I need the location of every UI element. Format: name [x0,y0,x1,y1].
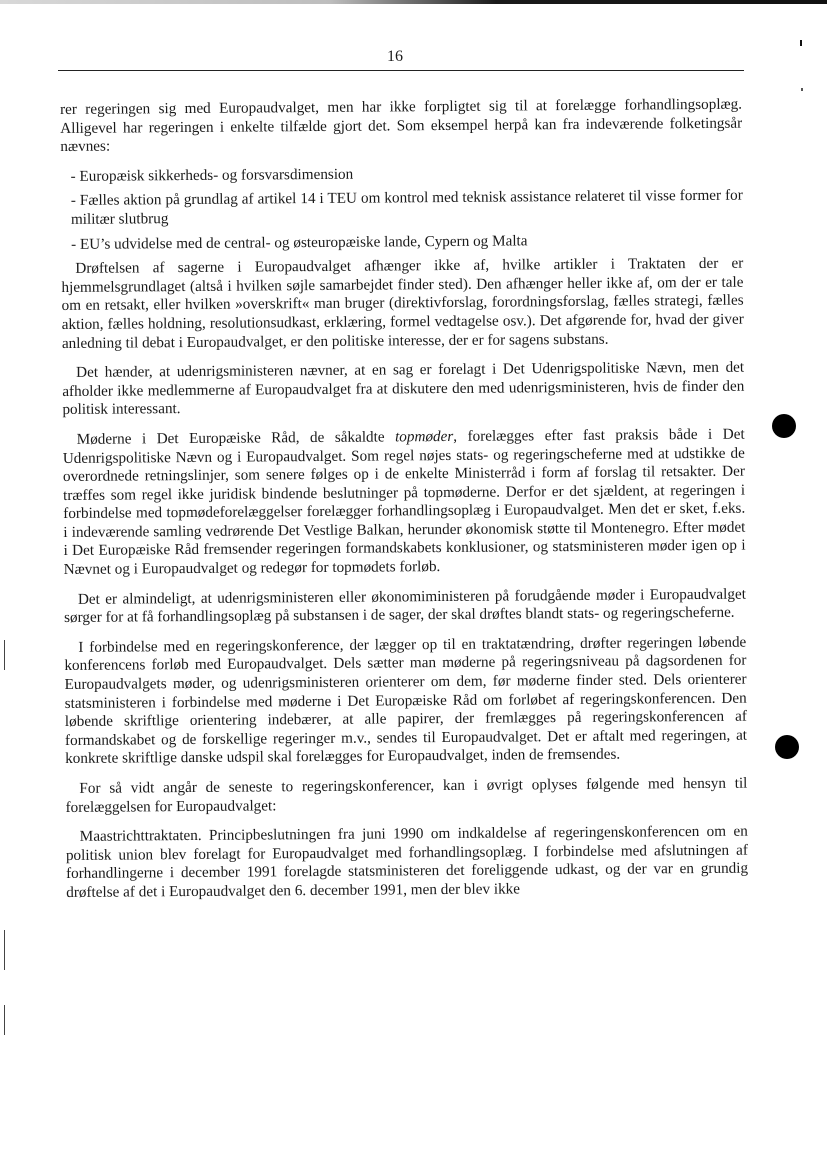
scan-edge-mark [4,640,5,670]
list-item: - Fælles aktion på grundlag af artikel 14 i TEU om kontrol med teknisk assistance relateret til visse former for militær slutbrug [70,187,743,228]
page-number: 16 [387,48,403,65]
paragraph: Maastrichttraktaten. Principbeslutningen fra juni 1990 om indkaldelse af regeringenskonferencen om en politisk union blev forelagt for Europaudvalget med forhandlingsoplæg. I forbindelse med afslutningen af forhandlingerne i december 1991 forelagde statsministeren det foreliggende udkast, og der var en grundig drøftelse af det i Europaudvalget den 6. december 1991, men der blev ikke [65,822,749,901]
scan-speck [801,88,803,91]
paragraph-text: , forelægges efter fast praksis både i Det Udenrigspolitiske Nævn og i Europaudvalget. Som regel nøjes stats- og regeringscheferne med at udstikke de overordnede retningslinjer, som senere følges op i de enkelte Ministerråd i form af forslag til retsakter. Der træffes som regel ikke juridisk bindende beslutninger på topmøderne. Derfor er det sjældent, at regeringen i forbindelse med topmødeforelæggelser forelægger forhandlingsoplæg i Europaudvalget. Men det er sket, f.eks. i indeværende samling vedrørende Det Vestlige Balkan, herunder økonomisk støtte til Montenegro. Efter mødet i Det Europæiske Råd fremsender regeringen formandskabets konklusioner, og statsministeren møder igen op i Nævnet og i Europaudvalget og redegør for topmødets forløb. [62,425,746,579]
paragraph: Det hænder, at udenrigsministeren nævner, at en sag er forelagt i Det Udenrigspolitiske Nævn, men det afholder ikke medlemmerne af Europaudvalget fra at diskutere den med udenrigsministeren, hvis de finder den politisk interessant. [62,358,745,419]
list-item: - Europæisk sikkerheds- og forsvarsdimension [70,165,354,185]
paragraph: Det er almindeligt, at udenrigsministeren eller økonomiministeren på forudgående møder i Europaudvalget sørger for at få forhandlingsoplæg på substansen i de sager, der skal drøftes blandt stats- og regeringscheferne. [63,585,746,627]
scan-speck [800,40,802,46]
scan-edge-mark [4,1005,5,1035]
paragraph-text: Møderne i Det Europæiske Råd, de såkaldte [76,428,396,448]
punch-hole-icon [772,414,796,438]
punch-hole-icon [775,735,799,759]
paragraph: Drøftelsen af sagerne i Europaudvalget afhænger ikke af, hvilke artikler i Traktaten der er hjemmelsgrundlaget (altså i hvilken søjle samarbejdet finder sted). Den afhænger heller ikke af, om der er tale om en retsakt, eller hvilken »overskrift« man bruger (direktivforslag, forordningsforslag, fælles strategi, fælles aktion, fælles holdning, resolutionsudkast, erklæring, formel vedtagelse osv.). Det afgørende for, hvad der giver anledning til debat i Europaudvalget, er den politiske interesse, der er for sagens substans. [61,254,744,352]
paragraph-continuation: rer regeringen sig med Europaudvalget, men har ikke forpligtet sig til at forelægge forhandlingsoplæg. Alligevel har regeringen i enkelte tilfælde gjort det. Som eksempel herpå kan fra indeværende folketingsår nævnes: [60,95,743,156]
italic-term: topmøder [394,427,454,446]
document-body [60,96,748,914]
header-rule [58,70,744,71]
list-item: - EU’s udvidelse med de central- og østeuropæiske lande, Cypern og Malta [71,231,528,253]
paragraph: For så vidt angår de seneste to regeringskonferencer, kan i øvrigt oplyses følgende med hensyn til forelæggelsen for Europaudvalget: [65,774,748,816]
paragraph: I forbindelse med en regeringskonference, der lægger op til en traktatændring, drøfter regeringen løbende konferencens forløb med Europaudvalget. Dels sætter man møderne på regeringsniveau på dagsordenen for Europaudvalgets møder, og udenrigsministeren orienterer om dem, før møderne finder sted. Dels orienterer statsministeren i forbindelse med møderne i Det Europæiske Råd om forløbet af regeringskonferencen. Den løbende skriftlige orientering indebærer, at alle papirer, der fremlægges på regeringskonferencen af formandskabet og de forskellige regeringer m.v., sendes til Europaudvalget. Det er aftalt med regeringen, at konkrete skriftlige danske udspil skal forelægges for Europaudvalget, inden de fremsendes. [64,633,748,768]
scan-top-edge [0,0,827,4]
paragraph-topmoder [63,426,746,580]
scan-edge-mark [4,930,5,970]
